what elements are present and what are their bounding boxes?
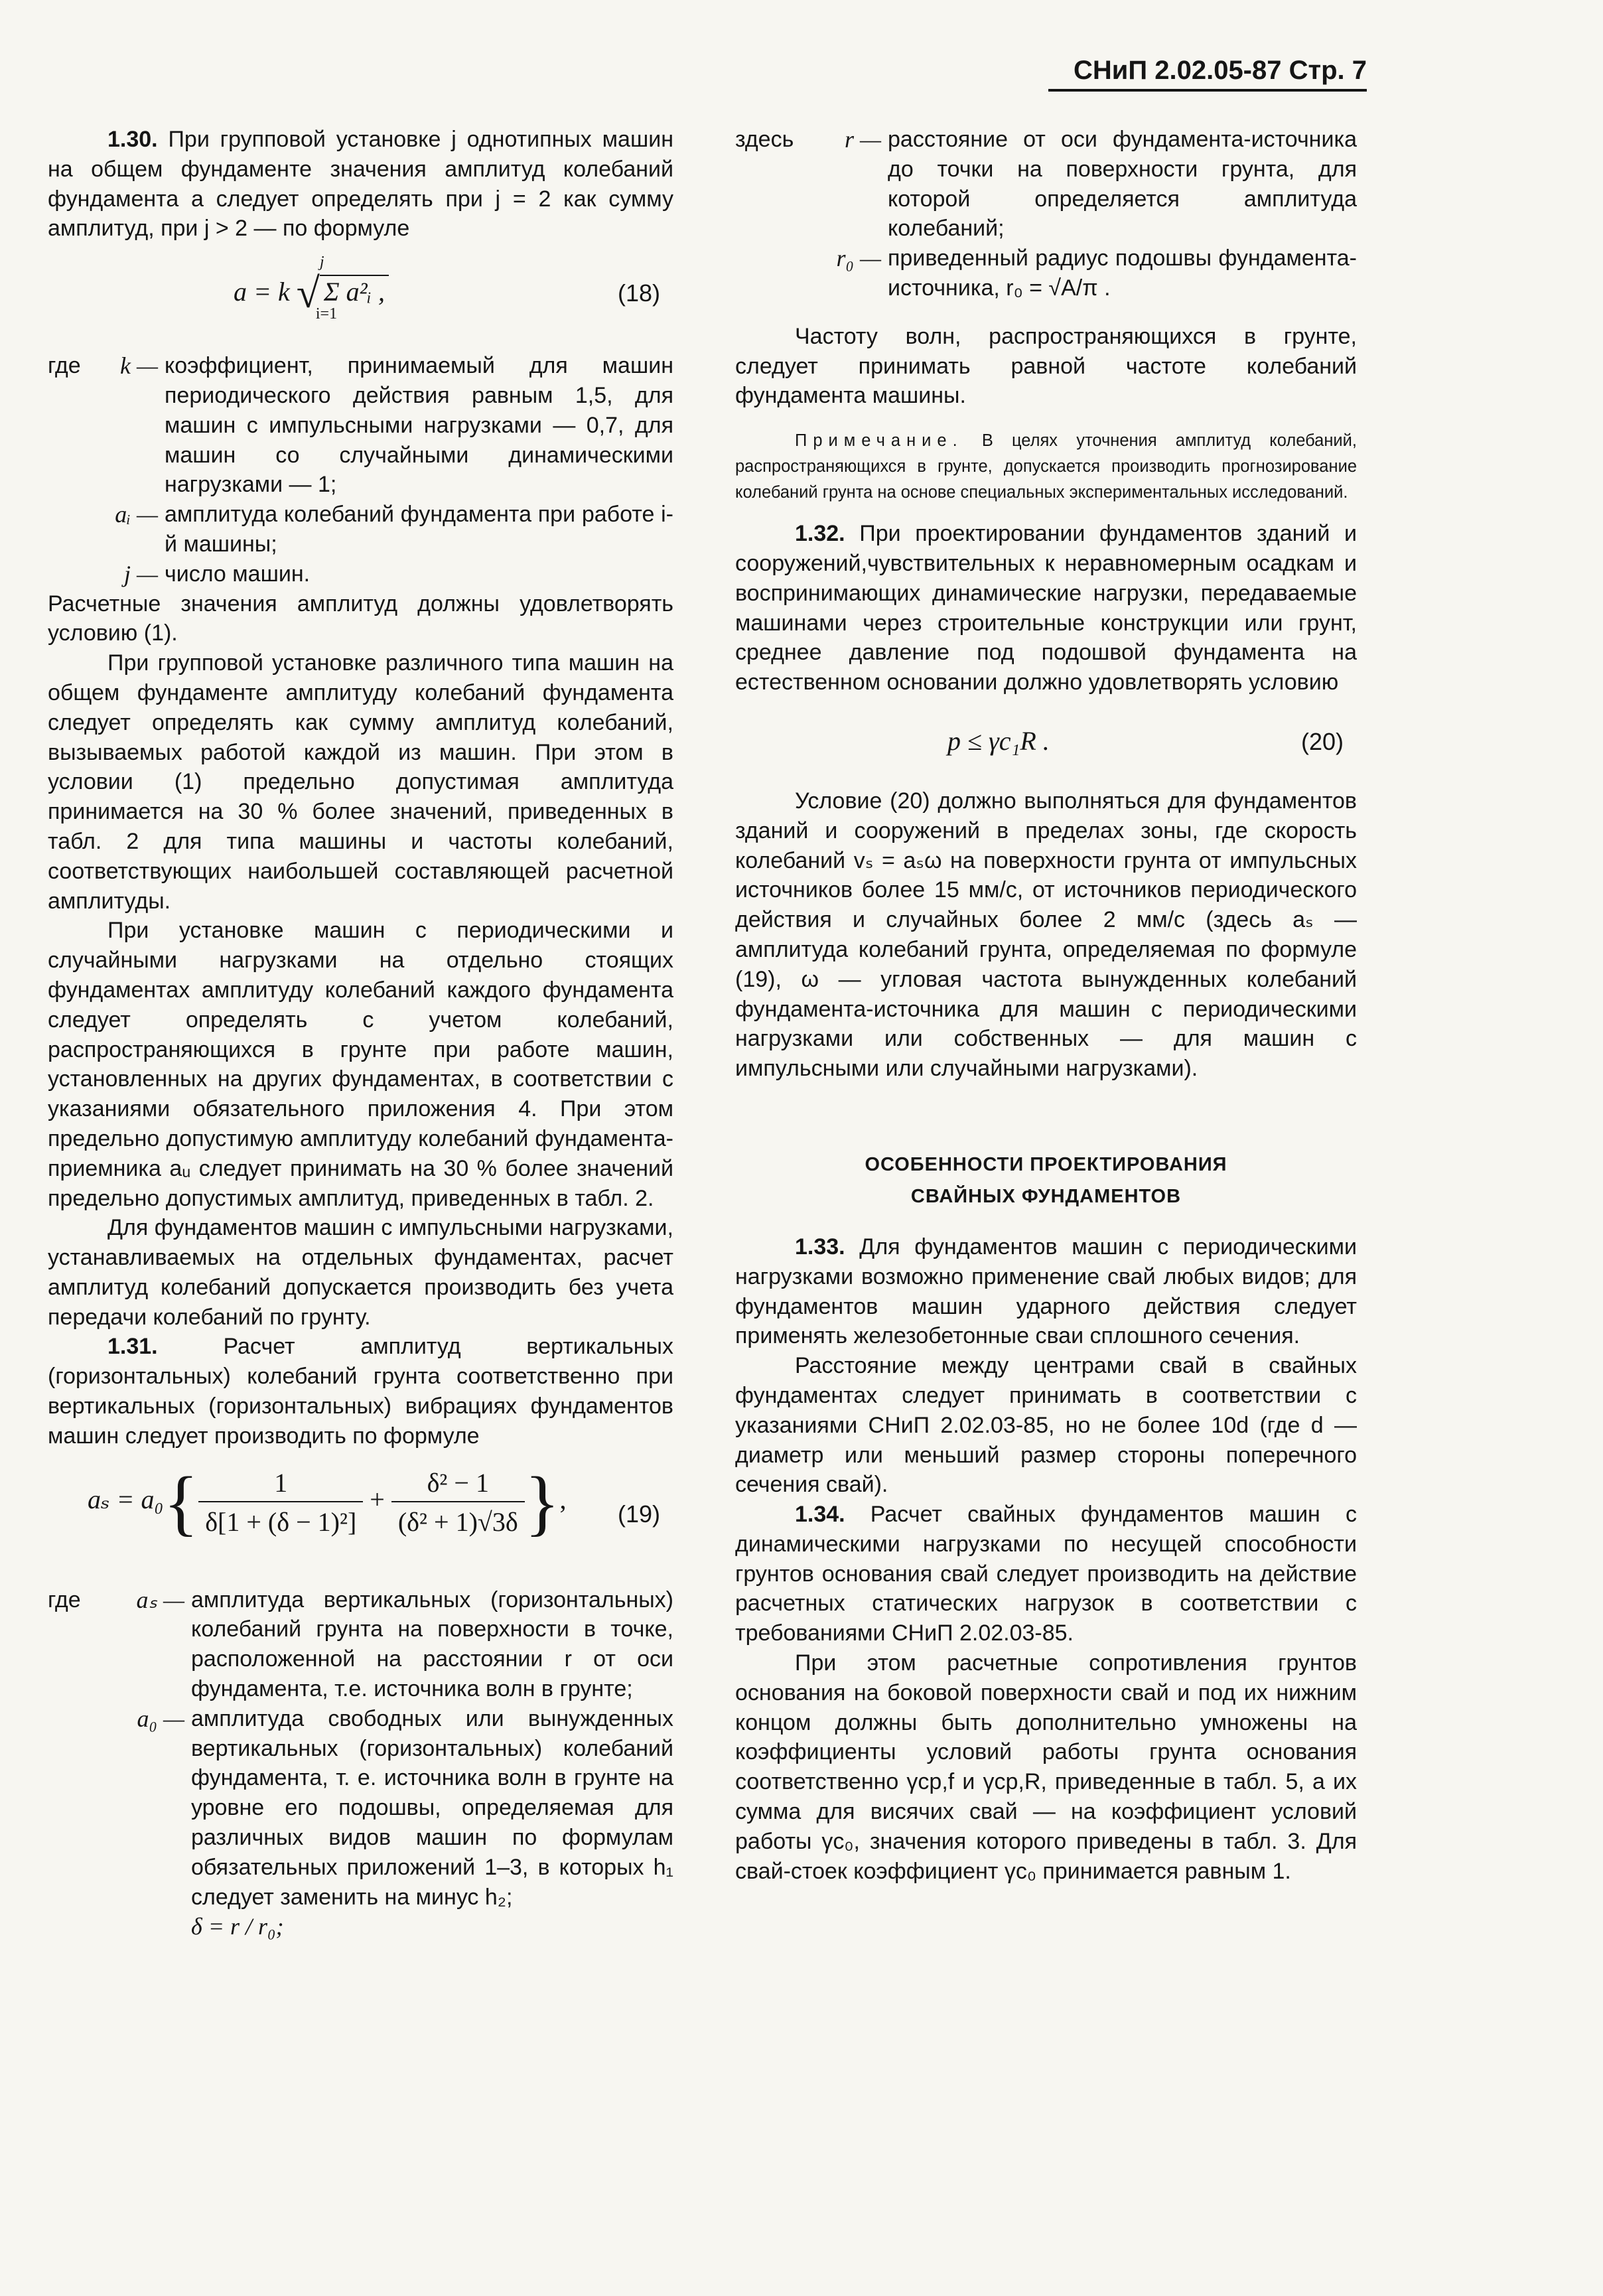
section-heading: ОСОБЕННОСТИ ПРОЕКТИРОВАНИЯ СВАЙНЫХ ФУНДАМЕНТОВ [865, 1153, 1227, 1207]
formula-19: aₛ = a₀{ $\frac{1}{\text{δ[1 + (δ − 1)²]}}$ + $\frac{\text{δ² − 1}}{\text{(δ² + 1)√3δ}}$ }, (19) [88, 1461, 660, 1543]
definition-item: aₛ — амплитуда вертикальных (горизонтальных) колебаний грунта на поверхности в точке, расположенной на расстоянии r от оси фундамента, т.е. источника волн в грунте; [136, 1586, 673, 1702]
definition-item: aᵢ — амплитуда колебаний фундамента при работе i-й машины; [115, 501, 673, 557]
formula-18 [48, 253, 673, 336]
definition-item: k — коэффициент, принимаемый для машин периодического действия равным 1,5, для машин с импульсными нагрузками — 0,7, для машин со случайными динамическими нагрузками — 1; [120, 352, 673, 498]
clause-text: Расчет амплитуд вертикальных (горизонтальных) колебаний грунта соответственно при вертикальных (горизонтальных) вибрациях фундаментов машин следует производить по формуле [48, 1334, 673, 1449]
equation-number: (20) [1300, 727, 1344, 755]
paragraph: Расчетные значения амплитуд должны удовлетворять условию (1). [48, 591, 673, 646]
note-text: В целях уточнения амплитуд колебаний, распространяющихся в грунте, допускается производить прогнозирование колебаний грунта на основе специальных экспериментальных исследований. [735, 431, 1357, 502]
clause-number: 1.34. [795, 1502, 845, 1528]
clause-number: 1.33. [795, 1234, 845, 1259]
fraction: $\frac{\text{δ² − 1}}{\text{(δ² + 1)√3δ}}$ [391, 1467, 525, 1538]
definitions-19 [48, 1585, 673, 1942]
page-header [1048, 52, 1367, 92]
paragraph: Для фундаментов машин с импульсными нагрузками, устанавливаемых на отдельных фундаментах, расчет амплитуд колебаний допускается производить без учета передачи колебаний по грунту. [48, 1215, 673, 1330]
paragraph: При групповой установке различного типа машин на общем фундаменте амплитуду колебаний фундамента следует определять как сумму амплитуд колебаний, вызываемых работой каждой из машин. При этом в условии (1) предельно допустимая амплитуда принимается на 30 % более значений, приведенных в табл. 2 для типа машины и частоты колебаний, соответствующих наибольшей составляющей расчетной амплитуды. [48, 650, 673, 914]
formula-20 [735, 711, 1357, 772]
sum-lower: i=1 [315, 305, 338, 323]
clause-text: При проектировании фундаментов зданий и сооружений,чувствительных к неравномерным осадкам и воспринимающих динамические нагрузки, передаваемые машинами через строительные конструкции или грунт, среднее давление под подошвой фундамента на естественном основании должно удовлетворять условию [735, 521, 1358, 695]
formula-expr: p ≤ γc₁R . [947, 725, 1050, 756]
clause-1-30 [48, 125, 673, 244]
formula-radicand: j Σ a²ᵢ , i=1 [320, 275, 389, 307]
formula-lhs: a = k [234, 277, 290, 307]
definition-item: j — число машин. [123, 560, 311, 587]
right-brace-icon: } [524, 1461, 560, 1543]
delta-definition: δ = r / r₀; [191, 1913, 284, 1940]
equation-number: (19) [617, 1500, 660, 1528]
paragraph: При этом расчетные сопротивления грунтов основания на боковой поверхности свай и под их нижним концом должны быть дополнительно умножены на коэффициенты условий работы грунта основания соответственно γcp,f и γcp,R, приведенные в табл. 5, а их сумма для висячих свай — на коэффициент условий работы γc₀, значения которого приведены в табл. 3. Для свай-стоек коэффициент γc₀ принимается равным 1. [735, 1650, 1357, 1884]
left-column [48, 125, 673, 1942]
definition-item: r — расстояние от оси фундамента-источника до точки на поверхности грунта, для которой определяется амплитуда колебаний; [844, 126, 1357, 242]
clause-1-31 [48, 1332, 673, 1451]
header-title: СНиП 2.02.05-87 Стр. 7 [1074, 56, 1367, 85]
clause-text: При групповой установке j однотипных машин на общем фундаменте значения амплитуд колебаний фундамента a следует определять при j = 2 как сумму амплитуд, при j > 2 — по формуле [48, 127, 673, 242]
defs-lead: где [48, 1587, 81, 1613]
paragraph: Условие (20) должно выполняться для фундаментов зданий и сооружений в пределах зоны, где скорость колебаний vₛ = aₛω на поверхности грунта от импульсных источников более 15 мм/с, от источников периодического действия и случайных более 2 мм/с (здесь aₛ — амплитуда колебаний грунта, определяемая по формуле (19), ω — угловая частота вынужденных колебаний фундамента-источника для машин с периодическими нагрузками или собственных — для машин с импульсными или случайными нагрузками). [735, 788, 1357, 1082]
right-column [735, 125, 1357, 1886]
clause-number: 1.31. [107, 1334, 158, 1360]
equation-number: (18) [617, 279, 660, 307]
paragraph: При установке машин с периодическими и случайными нагрузками на отдельно стоящих фундаментах амплитуду колебаний каждого фундамента следует определять с учетом колебаний, распространяющихся в грунте при работе машин, установленных на других фундаментах, в соответствии с указаниями обязательного приложения 4. При этом предельно допустимую амплитуду колебаний фундамента-приемника aᵤ следует принимать на 30 % более значений предельно допустимых амплитуд, приведенных в табл. 2. [48, 918, 673, 1211]
definitions-18 [48, 351, 673, 589]
fraction: $\frac{1}{\text{δ[1 + (δ − 1)²]}}$ [198, 1467, 363, 1538]
sum-upper: j [319, 253, 324, 271]
formula-lhs: aₛ = a₀ [88, 1484, 164, 1514]
sqrt-icon: √ [296, 269, 320, 317]
clause-number: 1.30. [107, 127, 158, 152]
note-title: Примечание. [795, 431, 963, 451]
paragraph: Частоту волн, распространяющихся в грунте, следует принимать равной частоте колебаний фундамента машины. [735, 323, 1357, 409]
clause-text: Расчет свайных фундаментов машин с динамическими нагрузками по несущей способности грунтов основания свай следует производить на действие расчетных статических нагрузок в соответствии с требованиями СНиП 2.02.03-85. [735, 1502, 1357, 1646]
note [735, 428, 1357, 506]
definition-item: a₀ — амплитуда свободных или вынужденных вертикальных (горизонтальных) колебаний фундамента, т. е. источника волн в грунте на уровне его подошвы, определяемая для различных видов машин по формулам обязательных приложений 1–3, в которых h₁ следует заменить на минус h₂; [137, 1705, 673, 1910]
clause-1-34 [735, 1500, 1357, 1648]
definition-item [107, 1912, 673, 1942]
clause-text: Для фундаментов машин с периодическими нагрузками возможно применение свай любых видов; для фундаментов машин ударного действия следует применять железобетонные сваи сплошного сечения. [735, 1234, 1357, 1349]
definitions-r [735, 125, 1357, 303]
paragraph: Расстояние между центрами свай в свайных фундаментах следует принимать в соответствии с указаниями СНиП 2.02.03-85, но не более 10d (где d — диаметр или меньший размер стороны поперечного сечения свай). [735, 1353, 1357, 1498]
clause-1-33 [735, 1232, 1357, 1351]
defs-lead: здесь [735, 127, 794, 152]
defs-lead: где [48, 353, 81, 379]
left-brace-icon: { [163, 1461, 199, 1543]
clause-number: 1.32. [795, 521, 845, 547]
clause-1-32 [735, 519, 1357, 697]
definition-item: r₀ — приведенный радиус подошвы фундамента-источника, r₀ = √A/π . [836, 245, 1357, 301]
